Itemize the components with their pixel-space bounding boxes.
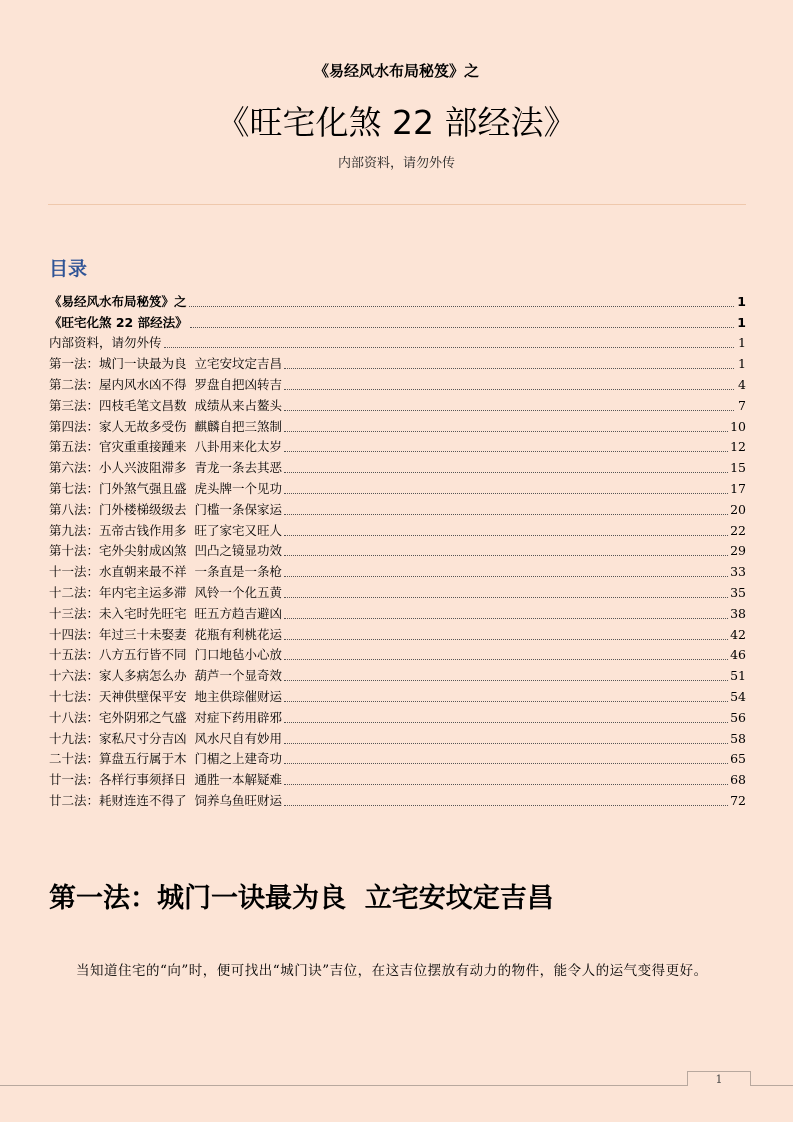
chapter-paragraph: 当知道住宅的“向”时，便可找出“城门诀”吉位，在这吉位摆放有动力的物件，能令人的运气变得更好。 <box>76 963 708 979</box>
document-title: 《旺宅化煞 22 部经法》 <box>216 103 577 142</box>
toc-entry[interactable] <box>49 767 746 788</box>
toc-entry-text: 第五法：官灾重重接踵来 八卦用来化太岁 <box>49 439 282 455</box>
toc-entry[interactable] <box>49 559 746 580</box>
toc-entry[interactable] <box>49 351 746 372</box>
toc-entry[interactable] <box>49 310 746 331</box>
toc-entry-text: 十八法：宅外阴邪之气盛 对症下药用辟邪 <box>49 709 282 725</box>
toc-leader-dots <box>284 618 728 619</box>
toc-entry[interactable] <box>49 476 746 497</box>
toc-leader-dots <box>284 451 728 452</box>
toc-leader-dots <box>284 743 728 744</box>
toc-entry[interactable] <box>49 393 746 414</box>
toc-page-number: 65 <box>730 751 746 767</box>
toc-page-number: 20 <box>730 501 746 517</box>
toc-entry[interactable] <box>49 455 746 476</box>
toc-page-number: 58 <box>730 730 746 746</box>
toc-entry-text: 第四法：家人无故多受伤 麒麟自把三煞制 <box>49 418 282 434</box>
toc-entry-text: 第六法：小人兴波阻滞多 青龙一条去其恶 <box>49 460 282 476</box>
toc-leader-dots <box>284 763 728 764</box>
toc-page-number: 56 <box>730 709 746 725</box>
toc-entry-text: 廿二法：耗财连连不得了 饲养乌鱼旺财运 <box>49 792 282 808</box>
toc-page-number: 33 <box>730 564 746 580</box>
series-title: 《易经风水布局秘笈》之 <box>313 62 479 80</box>
toc-entry[interactable] <box>49 414 746 435</box>
toc-page-number: 1 <box>737 314 746 330</box>
toc-entry[interactable] <box>49 643 746 664</box>
toc-leader-dots <box>284 639 728 640</box>
toc-entry-text: 十九法：家私尺寸分吉凶 风水尺自有妙用 <box>49 730 282 746</box>
toc-entry[interactable] <box>49 289 746 310</box>
toc-page-number: 38 <box>730 605 746 621</box>
toc-entry-text: 第二法：屋内风水凶不得 罗盘自把凶转吉 <box>49 376 282 392</box>
toc-entry[interactable] <box>49 497 746 518</box>
toc-entry-text: 十三法：未入宅时先旺宅 旺五方趋吉避凶 <box>49 605 282 621</box>
footer-line <box>0 1085 793 1086</box>
toc-page-number: 42 <box>730 626 746 642</box>
toc-entry-text: 第一法：城门一诀最为良 立宅安坟定吉昌 <box>49 356 282 372</box>
toc-page-number: 17 <box>730 480 746 496</box>
toc-entry-text: 十五法：八方五行皆不同 门口地毡小心放 <box>49 647 282 663</box>
toc-leader-dots <box>284 535 728 536</box>
toc-leader-dots <box>190 327 734 328</box>
toc-leader-dots <box>284 431 728 432</box>
document-subtitle: 内部资料，请勿外传 <box>337 156 455 171</box>
toc-entry[interactable] <box>49 684 746 705</box>
toc-leader-dots <box>284 784 728 785</box>
toc-entry[interactable] <box>49 539 746 560</box>
toc-page-number: 46 <box>730 647 746 663</box>
toc-entry-text: 第三法：四枝毛笔文昌数 成绩从来占鳌头 <box>49 397 282 413</box>
toc-entry-text: 第八法：门外楼梯级级去 门槛一条保家运 <box>49 501 282 517</box>
toc-entry-text: 十一法：水直朝来最不祥 一条直是一条枪 <box>49 564 282 580</box>
page-number: 1 <box>687 1071 751 1086</box>
table-of-contents <box>49 289 746 809</box>
toc-page-number: 7 <box>738 397 746 413</box>
toc-entry[interactable] <box>49 622 746 643</box>
toc-heading: 目录 <box>49 258 88 280</box>
toc-entry[interactable] <box>49 372 746 393</box>
toc-entry-text: 第七法：门外煞气强且盛 虎头牌一个见功 <box>49 480 282 496</box>
toc-entry-text: 第十法：宅外尖射成凶煞 凹凸之镜显功效 <box>49 543 282 559</box>
toc-page-number: 35 <box>730 584 746 600</box>
toc-leader-dots <box>189 306 734 307</box>
toc-entry-text: 二十法：算盘五行属于木 门楣之上建奇功 <box>49 751 282 767</box>
toc-leader-dots <box>284 555 728 556</box>
toc-page-number: 1 <box>738 335 746 351</box>
toc-entry[interactable] <box>49 747 746 768</box>
toc-page-number: 68 <box>730 772 746 788</box>
toc-leader-dots <box>284 576 728 577</box>
toc-entry[interactable] <box>49 705 746 726</box>
toc-entry[interactable] <box>49 580 746 601</box>
toc-leader-dots <box>284 389 734 390</box>
toc-entry-text: 内部资料，请勿外传 <box>49 335 162 351</box>
toc-leader-dots <box>284 680 728 681</box>
toc-page-number: 29 <box>730 543 746 559</box>
toc-leader-dots <box>284 410 734 411</box>
toc-entry[interactable] <box>49 726 746 747</box>
toc-entry-text: 《旺宅化煞 22 部经法》 <box>49 314 188 330</box>
toc-entry[interactable] <box>49 788 746 809</box>
toc-leader-dots <box>284 472 728 473</box>
toc-leader-dots <box>284 368 734 369</box>
toc-entry-text: 《易经风水布局秘笈》之 <box>49 293 187 309</box>
toc-page-number: 1 <box>737 293 746 309</box>
toc-entry-text: 十六法：家人多病怎么办 葫芦一个显奇效 <box>49 668 282 684</box>
toc-entry[interactable] <box>49 331 746 352</box>
toc-leader-dots <box>284 597 728 598</box>
toc-page-number: 72 <box>730 792 746 808</box>
toc-page-number: 22 <box>730 522 746 538</box>
toc-leader-dots <box>284 805 728 806</box>
toc-leader-dots <box>284 722 728 723</box>
toc-entry-text: 第九法：五帝古钱作用多 旺了家宅又旺人 <box>49 522 282 538</box>
toc-entry[interactable] <box>49 435 746 456</box>
toc-entry-text: 廿一法：各样行事须择日 通胜一本解疑难 <box>49 772 282 788</box>
header-separator <box>48 204 746 205</box>
toc-leader-dots <box>284 493 728 494</box>
toc-page-number: 15 <box>730 460 746 476</box>
toc-entry-text: 十七法：天神供壁保平安 地主供琮催财运 <box>49 688 282 704</box>
toc-page-number: 10 <box>730 418 746 434</box>
toc-entry[interactable] <box>49 663 746 684</box>
toc-page-number: 54 <box>730 688 746 704</box>
toc-leader-dots <box>284 514 728 515</box>
toc-leader-dots <box>284 701 728 702</box>
toc-entry-text: 十四法：年过三十未娶妻 花瓶有利桃花运 <box>49 626 282 642</box>
toc-leader-dots <box>164 347 734 348</box>
toc-page-number: 1 <box>738 356 746 372</box>
toc-entry-text: 十二法：年内宅主运多滞 风铃一个化五黄 <box>49 584 282 600</box>
toc-leader-dots <box>284 659 728 660</box>
toc-page-number: 51 <box>730 668 746 684</box>
chapter-heading: 第一法：城门一诀最为良 立宅安坟定吉昌 <box>49 883 554 914</box>
toc-page-number: 4 <box>738 376 746 392</box>
toc-page-number: 12 <box>730 439 746 455</box>
toc-entry[interactable] <box>49 601 746 622</box>
toc-entry[interactable] <box>49 518 746 539</box>
